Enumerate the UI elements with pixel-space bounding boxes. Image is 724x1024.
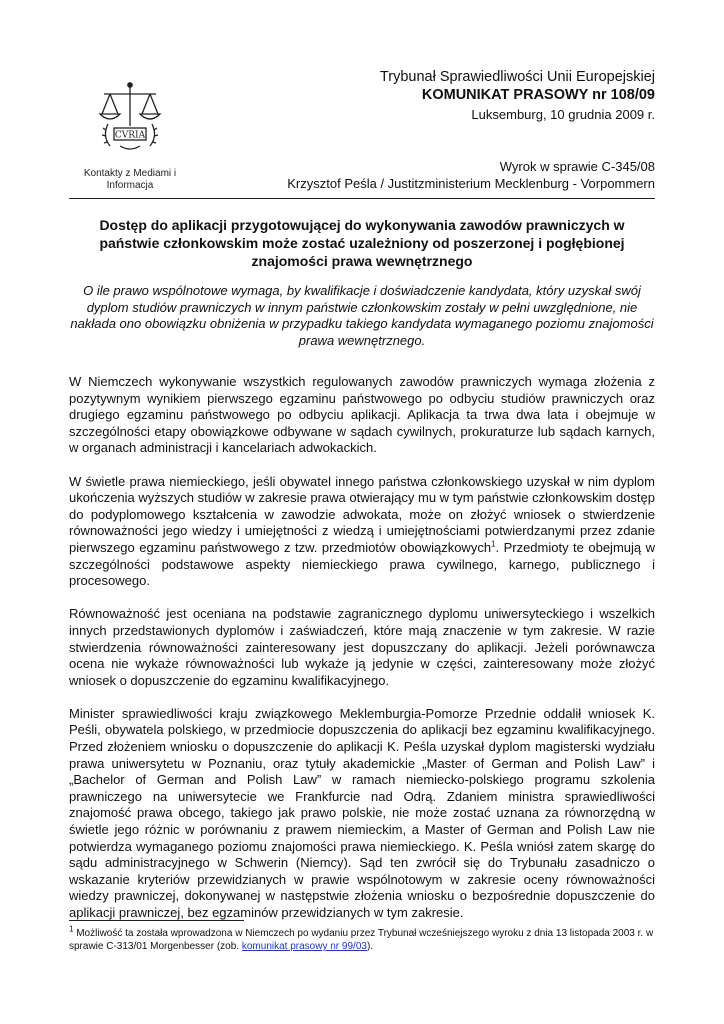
- case-number: Wyrok w sprawie C-345/08: [499, 159, 655, 174]
- footnote-number: 1: [69, 924, 74, 934]
- body-text: [69, 374, 655, 938]
- header-divider: [69, 198, 655, 199]
- paragraph-2-text-end: . Przedmioty te obejmują w szczególności podstawowe aspekty niemieckiego prawa cywilnego, karnego, publicznego i procesowego.: [69, 539, 655, 589]
- paragraph-2: [69, 474, 655, 590]
- press-release-title: KOMUNIKAT PRASOWY nr 108/09: [421, 87, 655, 103]
- case-parties: Krzysztof Peśla / Justitzministerium Mecklenburg - Vorpommern: [287, 176, 655, 191]
- paragraph-3: Równoważność jest oceniana na podstawie zagranicznego dyplomu uniwersyteckiego i wszelkich innych przedstawionych dyplomów i zaświadczeń, które mają znaczenie w tym zakresie. W razie stwierdzenia równoważności zainteresowany jest dopuszczany do aplikacji. Jeżeli porównawcza ocena nie wykaże równoważności lub wykaże ją jedynie w części, zainteresowany może złożyć wniosek o dopuszczenie do egzaminu kwalifikacyjnego.: [69, 606, 655, 688]
- court-logo: [78, 80, 182, 192]
- contact-line-2: Informacja: [106, 180, 154, 191]
- lead-summary: O ile prawo wspólnotowe wymaga, by kwalifikacje i doświadczenie kandydata, który uzyskał swój dyplom studiów prawniczych w innym państwie członkowskim zostały w pełni uwzględnione, nie nakłada ono obowiązku obniżenia w przypadku takiego kandydata wymaganego poziomu znajomości prawa wewnętrznego.: [70, 283, 654, 348]
- paragraph-1: W Niemczech wykonywanie wszystkich regulowanych zawodów prawniczych wymaga złożenia z pozytywnym wynikiem pierwszego egzaminu państwowego po odbyciu studiów prawniczych oraz drugiego egzaminu państwowego po odbyciu aplikacji. Aplikacja ta trwa dwa lata i obejmuje w szczególności etapy obowiązkowe odbywane w sądach cywilnych, prokuraturze lub sądach karnych, w organach administracji i kancelariach adwokackich.: [69, 374, 655, 456]
- contact-line-1: Kontakty z Mediami i: [83, 168, 177, 179]
- place-date: Luksemburg, 10 grudnia 2009 r.: [471, 107, 655, 122]
- paragraph-4: Minister sprawiedliwości kraju związkowego Meklemburgia-Pomorze Przednie oddalił wniosek K. Peśli, obywatela polskiego, w przedmiocie dopuszczenia do aplikacji bez egzaminu kwalifikacyjnego. Przed złożeniem wniosku o dopuszczenie do aplikacji K. Peśla uzyskał dyplom magisterski wydziału prawa uniwersytetu w Poznaniu, oraz tytuły akademickie „Master of German and Polish Law” i „Bachelor of German and Polish Law” w ramach niemiecko-polskiego programu szkolenia prawniczego na uniwersytecie we Frankfurcie nad Odrą. Zdaniem ministra sprawiedliwości znajomość prawa obcego, takiego jak prawo polskie, nie może zostać uznana za równorzędną w świetle jego różnic w porównaniu z prawem niemieckim, a Master of German and Polish Law nie potwierdza wymaganego poziomu znajomości prawa niemieckiego. K. Peśla wniósł zatem skargę do sądu administracyjnego w Schwerin (Niemcy). Sąd ten zwrócił się do Trybunału zasadniczo o wskazanie kryteriów przewidzianych w prawie wspólnotowym w zakresie oceny równoważności wiedzy prawniczej, dokonywanej w następstwie złożenia wniosku o bezpośrednie dopuszczenie do aplikacji prawniczej, bez egzaminów przewidzianych w tym zakresie.: [69, 705, 655, 920]
- footnote-end: ).: [366, 941, 374, 952]
- scales-of-justice-icon: [98, 80, 162, 156]
- press-header: [380, 68, 655, 124]
- logo-text: CVRIA: [114, 130, 146, 141]
- court-name: Trybunał Sprawiedliwości Unii Europejskiej: [379, 69, 655, 85]
- footnote: [69, 924, 655, 953]
- press-release-link[interactable]: komunikat prasowy nr 99/03: [241, 941, 367, 952]
- headline: Dostęp do aplikacji przygotowującej do wykonywania zawodów prawniczych w państwie członkowskim może zostać uzależniony od poszerzonej i pogłębionej znajomości prawa wewnętrznego: [99, 217, 625, 269]
- media-contact-label: [78, 168, 182, 192]
- paragraph-2-text: W świetle prawa niemieckiego, jeśli obywatel innego państwa członkowskiego uzyskał w nim dyplom ukończenia wyższych studiów w zakresie prawa otwierający mu w tym państwie członkowskim dostęp do podyplomowego kształcenia w zawodzie adwokata, może on złożyć wniosek o stwierdzenie równoważności jego wiedzy i umiejętności z wiedzą i umiejętnościami potwierdzanymi przez zdanie pierwszego egzaminu państwowego z tzw. przedmiotów obowiązkowych: [69, 473, 655, 555]
- case-info: [287, 158, 655, 192]
- footnote-divider: [69, 920, 244, 921]
- footnote-text: Możliwość ta została wprowadzona w Niemczech po wydaniu przez Trybunał wcześniejszego wyroku z dnia 13 listopada 2003 r. w sprawie C-313/01 Morgenbesser (zob.: [69, 928, 654, 952]
- footnote-reference[interactable]: 1: [491, 539, 496, 549]
